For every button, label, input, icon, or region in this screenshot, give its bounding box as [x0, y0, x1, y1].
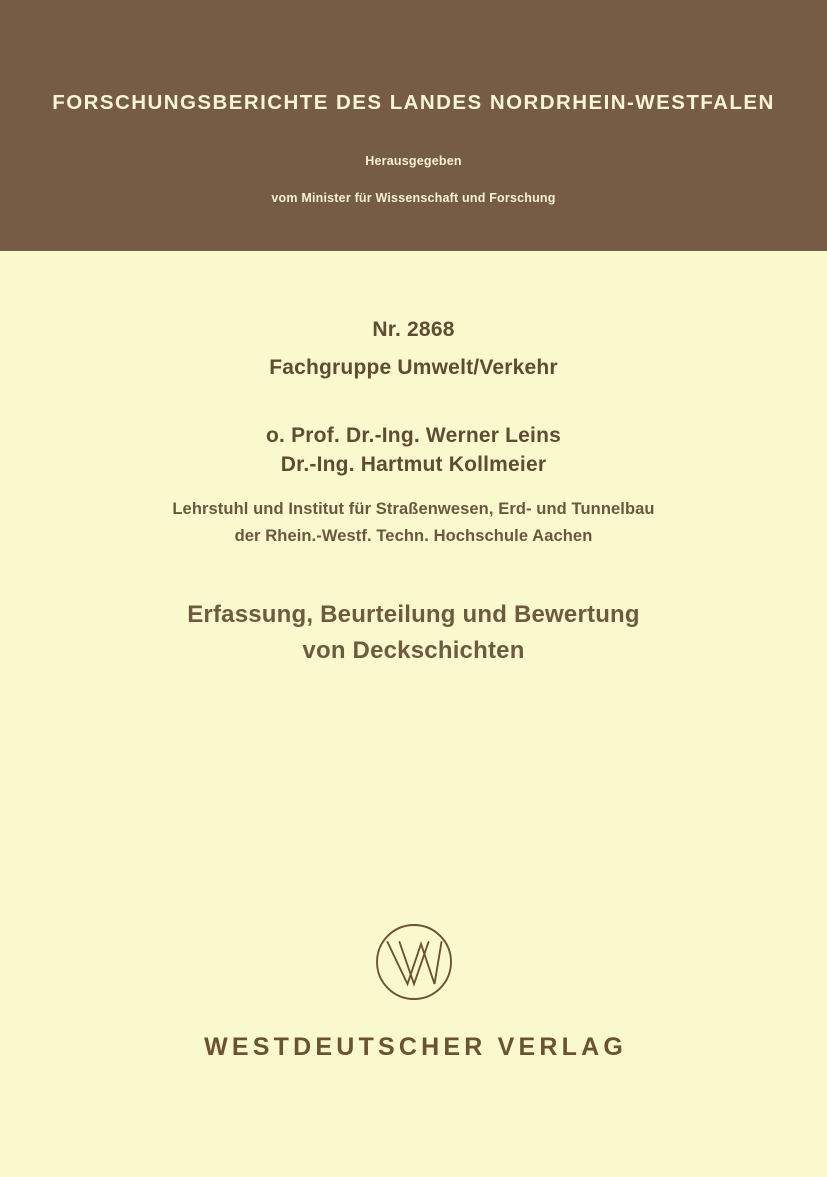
series-header-band: [0, 0, 827, 251]
affiliation-line: Lehrstuhl und Institut für Straßenwesen, Erd- und Tunnelbau: [172, 500, 655, 518]
publisher-name: WESTDEUTSCHER VERLAG: [204, 1033, 628, 1061]
authors-list: [266, 421, 561, 479]
affiliation-line: der Rhein.-Westf. Techn. Hochschule Aachen: [234, 527, 593, 545]
author-name: o. Prof. Dr.-Ing. Werner Leins: [266, 424, 561, 447]
page-title: [187, 597, 640, 669]
report-identification: [269, 319, 558, 378]
title-line-2: von Deckschichten: [302, 637, 525, 664]
title-line-1: Erfassung, Beurteilung und Bewertung: [187, 601, 640, 628]
publisher-logo: [374, 922, 454, 1002]
affiliation: [172, 496, 654, 550]
editor-label: Herausgegeben: [365, 153, 462, 168]
cover-body: [0, 251, 827, 1177]
report-number: Nr. 2868: [372, 318, 455, 341]
publisher-mark: [0, 922, 827, 1060]
editor-body: vom Minister für Wissenschaft und Forschung: [271, 191, 556, 205]
author-name: Dr.-Ing. Hartmut Kollmeier: [280, 453, 547, 476]
report-group: Fachgruppe Umwelt/Verkehr: [269, 356, 558, 379]
westdeutscher-verlag-w-monogram-icon: [374, 922, 454, 1002]
series-title: FORSCHUNGSBERICHTE DES LANDES NORDRHEIN-WESTFALEN: [52, 91, 775, 114]
